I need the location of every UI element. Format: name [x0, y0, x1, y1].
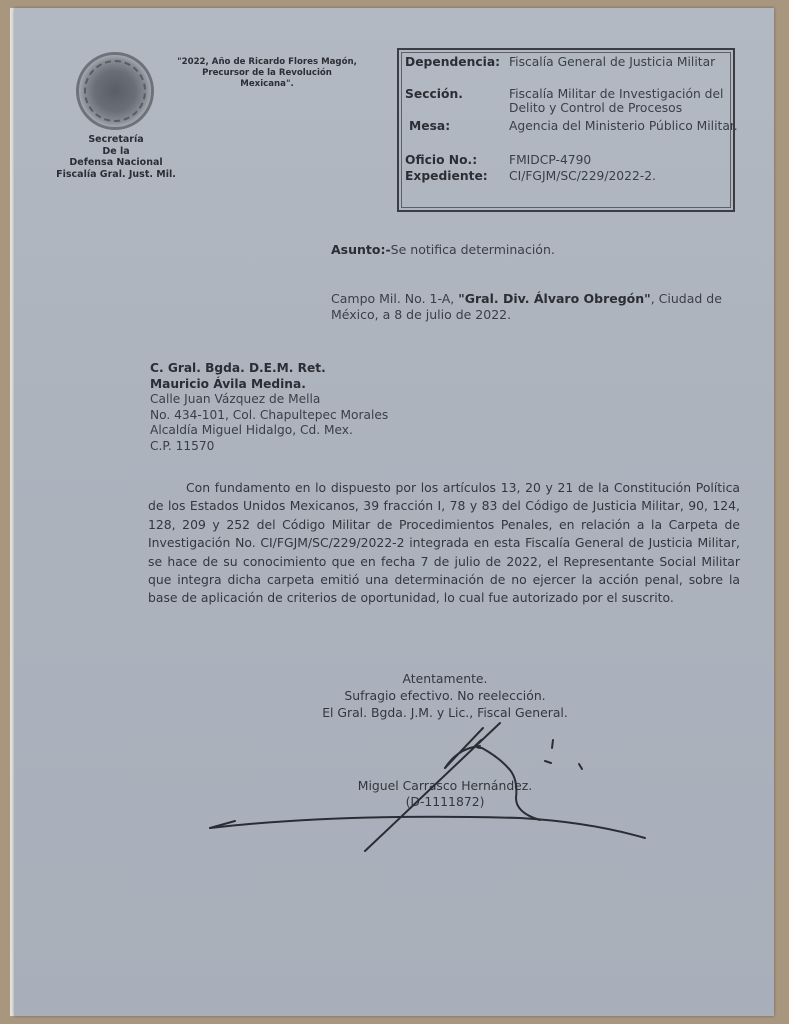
info-value: Agencia del Ministerio Público Militar.	[509, 119, 738, 133]
info-label: Expediente:	[405, 169, 488, 183]
signer-name: Miguel Carrasco Hernández.	[357, 778, 533, 793]
department-name	[48, 134, 184, 180]
addressee-title: C. Gral. Bgda. D.E.M. Ret.	[150, 361, 326, 375]
info-label: Dependencia:	[405, 55, 501, 69]
department-line: Fiscalía Gral. Just. Mil.	[56, 168, 176, 180]
address-line: Alcaldía Miguel Hidalgo, Cd. Mex.	[150, 423, 353, 438]
place-prefix: Campo Mil. No. 1-A,	[331, 291, 459, 306]
addressee-block	[150, 361, 450, 455]
motto-line: Precursor de la Revolución	[202, 68, 332, 78]
closing-line: Atentamente.	[402, 671, 488, 686]
seal-ring	[84, 60, 146, 122]
info-value: FMIDCP-4790	[509, 153, 592, 167]
closing-line: El Gral. Bgda. J.M. y Lic., Fiscal General.	[322, 705, 568, 720]
addressee-name: Mauricio Ávila Medina.	[150, 376, 306, 391]
subject-line	[331, 242, 555, 257]
info-label: Mesa:	[409, 119, 451, 133]
body-paragraph: Con fundamento en lo dispuesto por los artículos 13, 20 y 21 de la Constitución Política de los Estados Unidos Mexicanos, 39 fracción I, 78 y 83 del Código de Justicia Militar, 90, 124, 128, 209 y 252 del Código Militar de Procedimientos Penales, en relación a la Carpeta de Investigación No. CI/FGJM/SC/229/2022-2 integrada en esta Fiscalía General de Justicia Militar, se hace de su conocimiento que en fecha 7 de julio de 2022, el Representante Social Militar que integra dicha carpeta emitió una determinación de no ejercer la acción penal, sobre la base de aplicación de criterios de oportunidad, lo cual fue autorizado por el suscrito.	[148, 480, 740, 606]
info-label: Sección.	[405, 87, 463, 101]
info-value: Fiscalía Militar de Investigación del Delito y Control de Procesos	[509, 87, 724, 115]
motto-line: Mexicana".	[240, 79, 294, 89]
department-line: De la	[102, 145, 130, 157]
signer-id: (D-1111872)	[405, 794, 485, 809]
place-name: "Gral. Div. Álvaro Obregón"	[458, 291, 651, 306]
place-date	[331, 291, 761, 323]
subject-value: Se notifica determinación.	[390, 242, 555, 257]
address-line: Calle Juan Vázquez de Mella	[150, 392, 321, 407]
address-line: C.P. 11570	[150, 438, 215, 453]
address-line: No. 434-101, Col. Chapultepec Morales	[150, 407, 389, 422]
subject-label: Asunto:-	[331, 242, 391, 257]
motto-line: "2022, Año de Ricardo Flores Magón,	[177, 57, 357, 67]
closing-block	[290, 670, 600, 721]
department-line: Defensa Nacional	[69, 157, 163, 168]
department-line: Secretaría	[88, 134, 144, 145]
closing-line: Sufragio efectivo. No reelección.	[344, 688, 546, 703]
reference-info-box	[397, 48, 738, 212]
info-value: CI/FGJM/SC/229/2022-2.	[509, 169, 656, 183]
place-suffix: , Ciudad de México, a 8 de julio de 2022.	[331, 291, 722, 322]
handwritten-signature-icon	[200, 718, 660, 863]
info-value: Fiscalía General de Justicia Militar	[509, 55, 716, 69]
info-label: Oficio No.:	[405, 153, 478, 167]
year-motto	[160, 57, 374, 90]
